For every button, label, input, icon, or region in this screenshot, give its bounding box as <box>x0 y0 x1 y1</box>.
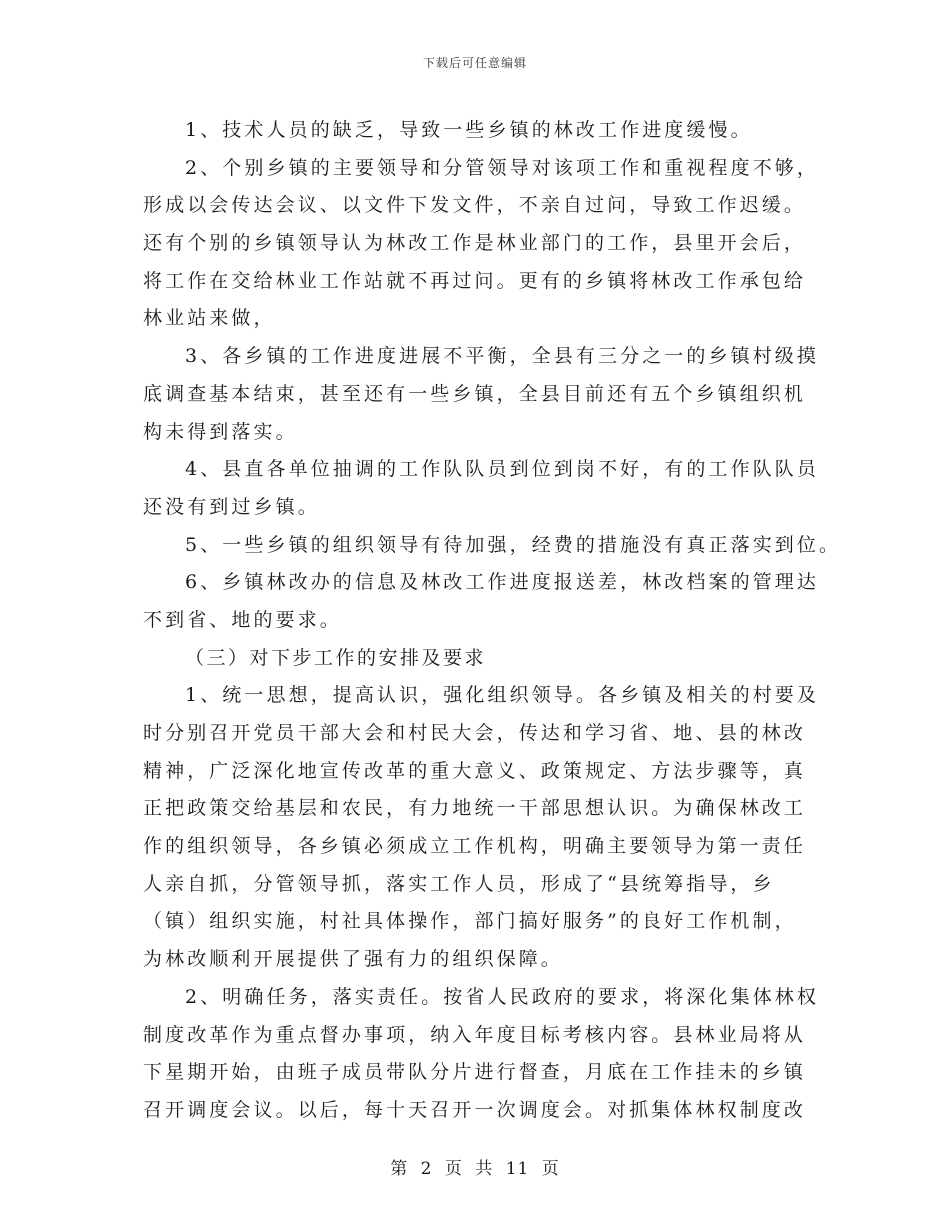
text-line: 人亲自抓，分管领导抓，落实工作人员，形成了“县统筹指导，乡 <box>143 872 775 895</box>
text-line: 4、县直各单位抽调的工作队队员到位到岗不好，有的工作队队员 <box>185 458 819 481</box>
text-line: 精神，广泛深化地宣传改革的重大意义、政策规定、方法步骤等，真 <box>143 759 807 782</box>
page-footer: 第 2 页 共 11 页 <box>390 1159 560 1179</box>
text-line: 将工作在交给林业工作站就不再过问。更有的乡镇将林改工作承包给 <box>143 269 807 292</box>
text-line: 制度改革作为重点督办事项，纳入年度目标考核内容。县林业局将从 <box>143 1023 807 1046</box>
document-body <box>143 112 842 1130</box>
text-line: （镇）组织实施，村社具体操作，部门搞好服务”的良好工作机制， <box>143 910 797 933</box>
text-line: 底调查基本结束，甚至还有一些乡镇，全县目前还有五个乡镇组织机 <box>143 382 807 405</box>
text-line: 还有个别的乡镇领导认为林改工作是林业部门的工作，县里开会后， <box>143 232 807 255</box>
text-line: 1、统一思想，提高认识，强化组织领导。各乡镇及相关的村要及 <box>185 684 819 707</box>
section-heading: （三）对下步工作的安排及要求 <box>185 646 487 669</box>
text-line: 3、各乡镇的工作进度进展不平衡，全县有三分之一的乡镇村级摸 <box>185 345 819 368</box>
text-line: 不到省、地的要求。 <box>143 608 342 631</box>
page-header: 下载后可任意编辑 <box>422 56 527 70</box>
text-line: 为林改顺利开展提供了强有力的组织保障。 <box>143 948 563 971</box>
text-line: 5、一些乡镇的组织领导有待加强，经费的措施没有真正落实到位。 <box>185 533 842 556</box>
text-line: 下星期开始，由班子成员带队分片进行督查，月底在工作挂未的乡镇 <box>143 1061 807 1084</box>
text-line: 还没有到过乡镇。 <box>143 495 320 518</box>
text-line: 作的组织领导，各乡镇必须成立工作机构，明确主要领导为第一责任 <box>143 835 807 858</box>
text-line: 林业站来做， <box>143 307 276 330</box>
text-line: 形成以会传达会议、以文件下发文件，不亲自过问，导致工作迟缓。 <box>143 194 807 217</box>
text-line: 召开调度会议。以后，每十天召开一次调度会。对抓集体林权制度改 <box>143 1098 807 1121</box>
text-line: 6、乡镇林改办的信息及林改工作进度报送差，林改档案的管理达 <box>185 571 819 594</box>
text-line: 构未得到落实。 <box>143 420 298 443</box>
text-line: 2、明确任务，落实责任。按省人民政府的要求，将深化集体林权 <box>185 985 819 1008</box>
text-line: 时分别召开党员干部大会和村民大会，传达和学习省、地、县的林改 <box>143 722 807 744</box>
text-line: 2、个别乡镇的主要领导和分管领导对该项工作和重视程度不够， <box>185 156 819 179</box>
text-line: 正把政策交给基层和农民，有力地统一干部思想认识。为确保林改工 <box>143 797 807 820</box>
text-line: 1、技术人员的缺乏，导致一些乡镇的林改工作进度缓慢。 <box>185 119 753 141</box>
